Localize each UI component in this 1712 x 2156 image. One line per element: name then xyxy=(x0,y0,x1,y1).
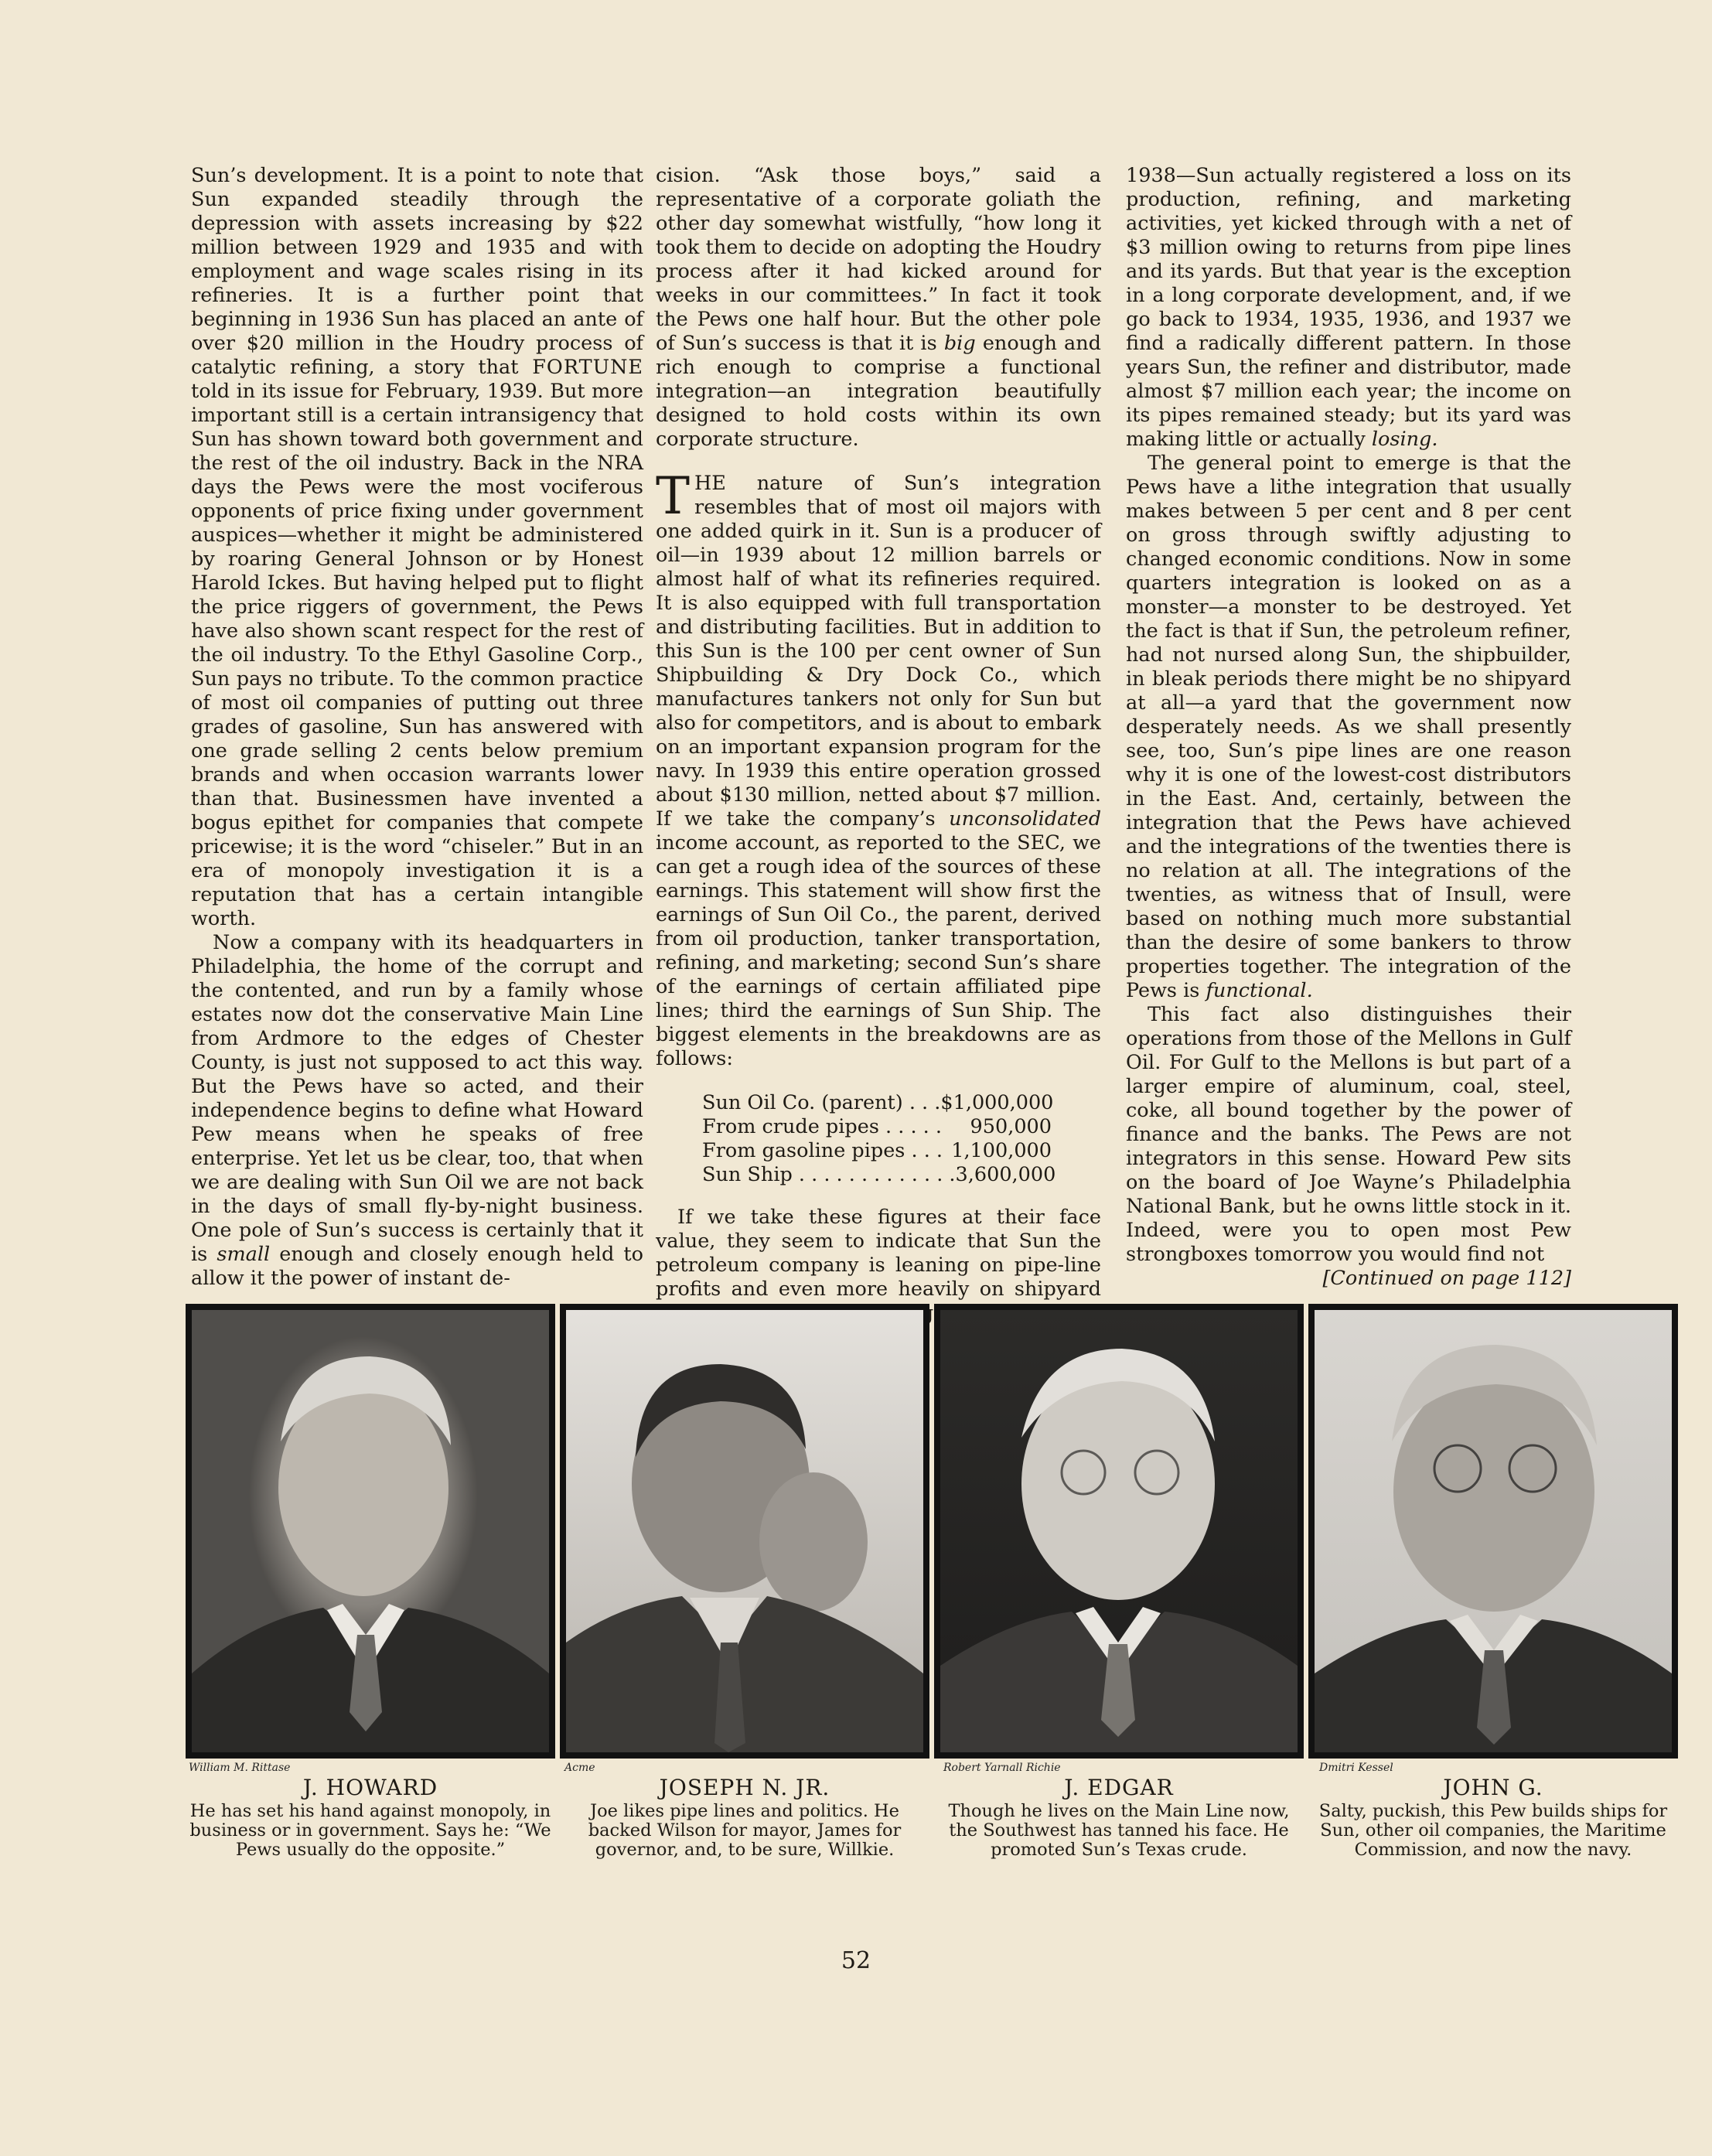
portrait-name: J. HOWARD xyxy=(302,1775,438,1800)
portrait-image xyxy=(566,1310,923,1752)
portrait-caption xyxy=(560,1776,929,1860)
table-row: Sun Oil Co. (parent) . . . $1,000,000 xyxy=(702,1091,1054,1114)
text-column-3 xyxy=(1126,164,1571,1291)
portrait-name: J. EDGAR xyxy=(1064,1775,1174,1800)
portrait-photo xyxy=(1308,1304,1678,1759)
text-column-2 xyxy=(656,164,1101,1349)
portrait-name: JOSEPH N. JR. xyxy=(659,1775,830,1800)
table-row: From crude pipes . . . . . 950,000 xyxy=(702,1115,1052,1138)
paragraph: 1938—Sun actually registered a loss on its production, refining, and marketing activities, yet kicked through with a net of $3 million owing to returns from pipe lines and its yards. But that year is the exception in a long corporate development, and, if we go back to 1934, 1935, 1936, and 1937 we find a radically different pattern. In those years Sun, the refiner and distributor, made almost $7 million each year; the income on its pipes remained steady; but its yard was making little or actually losing. xyxy=(1126,164,1571,451)
portrait-photo xyxy=(934,1304,1304,1759)
portrait-image xyxy=(1315,1310,1672,1752)
continued-link[interactable]: [Continued on page 112] xyxy=(1322,1267,1571,1290)
page-number: 52 xyxy=(841,1947,871,1974)
portrait-caption xyxy=(934,1776,1304,1860)
caption-text: Salty, puckish, this Pew builds ships for Sun, other oil companies, the Maritime Commission, and now the navy. xyxy=(1318,1801,1668,1860)
photo-credit: William M. Rittase xyxy=(189,1762,291,1774)
portrait-photo xyxy=(560,1304,929,1759)
photo-credit: Robert Yarnall Richie xyxy=(943,1762,1061,1774)
photo-credit: Acme xyxy=(564,1762,595,1774)
portrait-caption xyxy=(1308,1776,1678,1860)
text-column-1 xyxy=(191,164,643,1291)
magazine-name: FORTUNE xyxy=(532,356,643,379)
earnings-table xyxy=(702,1091,1056,1187)
portrait-row xyxy=(186,1304,1678,1759)
caption-text: He has set his hand against monopoly, in business or in government. Says he: “We Pews usually do the opposite.” xyxy=(189,1801,551,1860)
portrait-image xyxy=(192,1310,549,1752)
portrait-photo xyxy=(186,1304,555,1759)
paragraph: Now a company with its headquarters in Philadelphia, the home of the corrupt and the contented, and run by a family whose estates now dot the conservative Main Line from Ardmore to the edges of Chester County, is just not supposed to act this way. But the Pews have so acted, and their independence begins to define what Howard Pew means when he speaks of free enterprise. Yet let us be clear, too, that when we are dealing with Sun Oil we are not back in the days of small fly-by-night business. One pole of Sun’s success is certainly that it is small enough and closely enough held to allow it the power of instant de- xyxy=(191,931,644,1290)
paragraph: The general point to emerge is that the Pews have a lithe integration that usually makes between 5 per cent and 8 per cent on gross through swiftly adjusting to changed economic conditions. Now in some quarters integration is looked on as a monster—a monster to be destroyed. Yet the fact is that if Sun, the petroleum refiner, had not nursed along Sun, the shipbuilder, in bleak periods there might be no shipyard at all—a yard that the government now desperately needs. As we shall presently see, too, Sun’s pipe lines are one reason why it is one of the lowest-cost distributors in the East. And, certainly, between the integration that the Pews have achieved and the integrations of the twenties there is no relation at all. The integrations of the twenties, as witness that of Insull, were based on nothing much more substantial than the desire of some bankers to throw properties together. The integration of the Pews is functional. xyxy=(1126,452,1571,1002)
portrait-image xyxy=(940,1310,1298,1752)
paragraph: THE nature of Sun’s integration resembles that of most oil majors with one added quirk in it. Sun is a producer of oil—in 1939 about 12 million barrels or almost half of what its refineries required. It is also equipped with full transportation and distributing facilities. But in addition to this Sun is the 100 per cent owner of Sun Shipbuilding & Dry Dock Co., which manufactures tankers not only for Sun but also for competitors, and is about to embark on an important expansion program for the navy. In 1939 this entire operation grossed about $130 million, netted about $7 million. If we take the company’s unconsolidated income account, as reported to the SEC, we can get a rough idea of the sources of these earnings. This statement will show first the earnings of Sun Oil Co., the parent, derived from oil production, tanker transportation, refining, and marketing; second Sun’s share of the earnings of certain affiliated pipe lines; third the earnings of Sun Ship. The biggest elements in the breakdowns are as follows: xyxy=(656,466,1102,1070)
drop-cap: T xyxy=(656,466,691,526)
portrait-name: JOHN G. xyxy=(1443,1775,1543,1800)
paragraph: cision. “Ask those boys,” said a representative of a corporate goliath the other day somewhat wistfully, “how long it took them to decide on adopting the Houdry process after it had kicked around for weeks in our committees.” In fact it took the Pews one half hour. But the other pole of Sun’s success is that it is big enough and rich enough to comprise a functional integration—an integration beautifully designed to hold costs within its own corporate structure. xyxy=(656,164,1101,451)
paragraph: Sun’s development. It is a point to note that Sun expanded steadily through the depression with assets increasing by $22 million between 1929 and 1935 and with employment and wage scales rising in its refineries. It is a further point that beginning in 1936 Sun has placed an ante of over $20 million in the Houdry process of catalytic refining, a story that FORTUNE told in its issue for February, 1939. But more important still is a certain intransigency that Sun has shown toward both government and the rest of the oil industry. Back in the NRA days the Pews were the most vociferous opponents of price fixing under government auspices—whether it might be administered by roaring General Johnson or by Honest Harold Ickes. But having helped put to flight the price riggers of government, the Pews have also shown scant respect for the rest of the oil industry. To the Ethyl Gasoline Corp., Sun pays no tribute. To the common practice of most oil companies of putting out three grades of gasoline, Sun has answered with one grade selling 2 cents below premium brands and when occasion warrants lower than that. Businessmen have invented a bogus epithet for companies that compete pricewise; it is the word “chiseler.” But in an era of monopoly investigation it is a reputation that has a certain intangible worth. xyxy=(191,164,643,930)
paragraph: If we take these figures at their face value, they seem to indicate that Sun the petroleum company is leaning on pipe-line profits and even more heavily on shipyard xyxy=(656,1206,1101,1301)
photo-credit: Dmitri Kessel xyxy=(1319,1762,1393,1774)
caption-text: Though he lives on the Main Line now, the Southwest has tanned his face. He promoted Sun’s Texas crude. xyxy=(948,1801,1290,1860)
table-row: Sun Ship . . . . . . . . . . . . . 3,600,000 xyxy=(702,1163,1056,1186)
table-row: From gasoline pipes . . . 1,100,000 xyxy=(702,1139,1052,1162)
portrait-caption xyxy=(186,1776,555,1860)
caption-text: Joe likes pipe lines and politics. He backed Wilson for mayor, James for governor, and, to be sure, Willkie. xyxy=(588,1801,902,1860)
paragraph: This fact also distinguishes their operations from those of the Mellons in Gulf Oil. For Gulf to the Mellons is but part of a larger empire of aluminum, coal, steel, coke, all bound together by the power of finance and the banks. The Pews are not integrators in this sense. Howard Pew sits on the board of Joe Wayne’s Philadelphia National Bank, but he owns little stock in it. Indeed, were you to open most Pew strongboxes tomorrow you would find not xyxy=(1126,1003,1571,1266)
